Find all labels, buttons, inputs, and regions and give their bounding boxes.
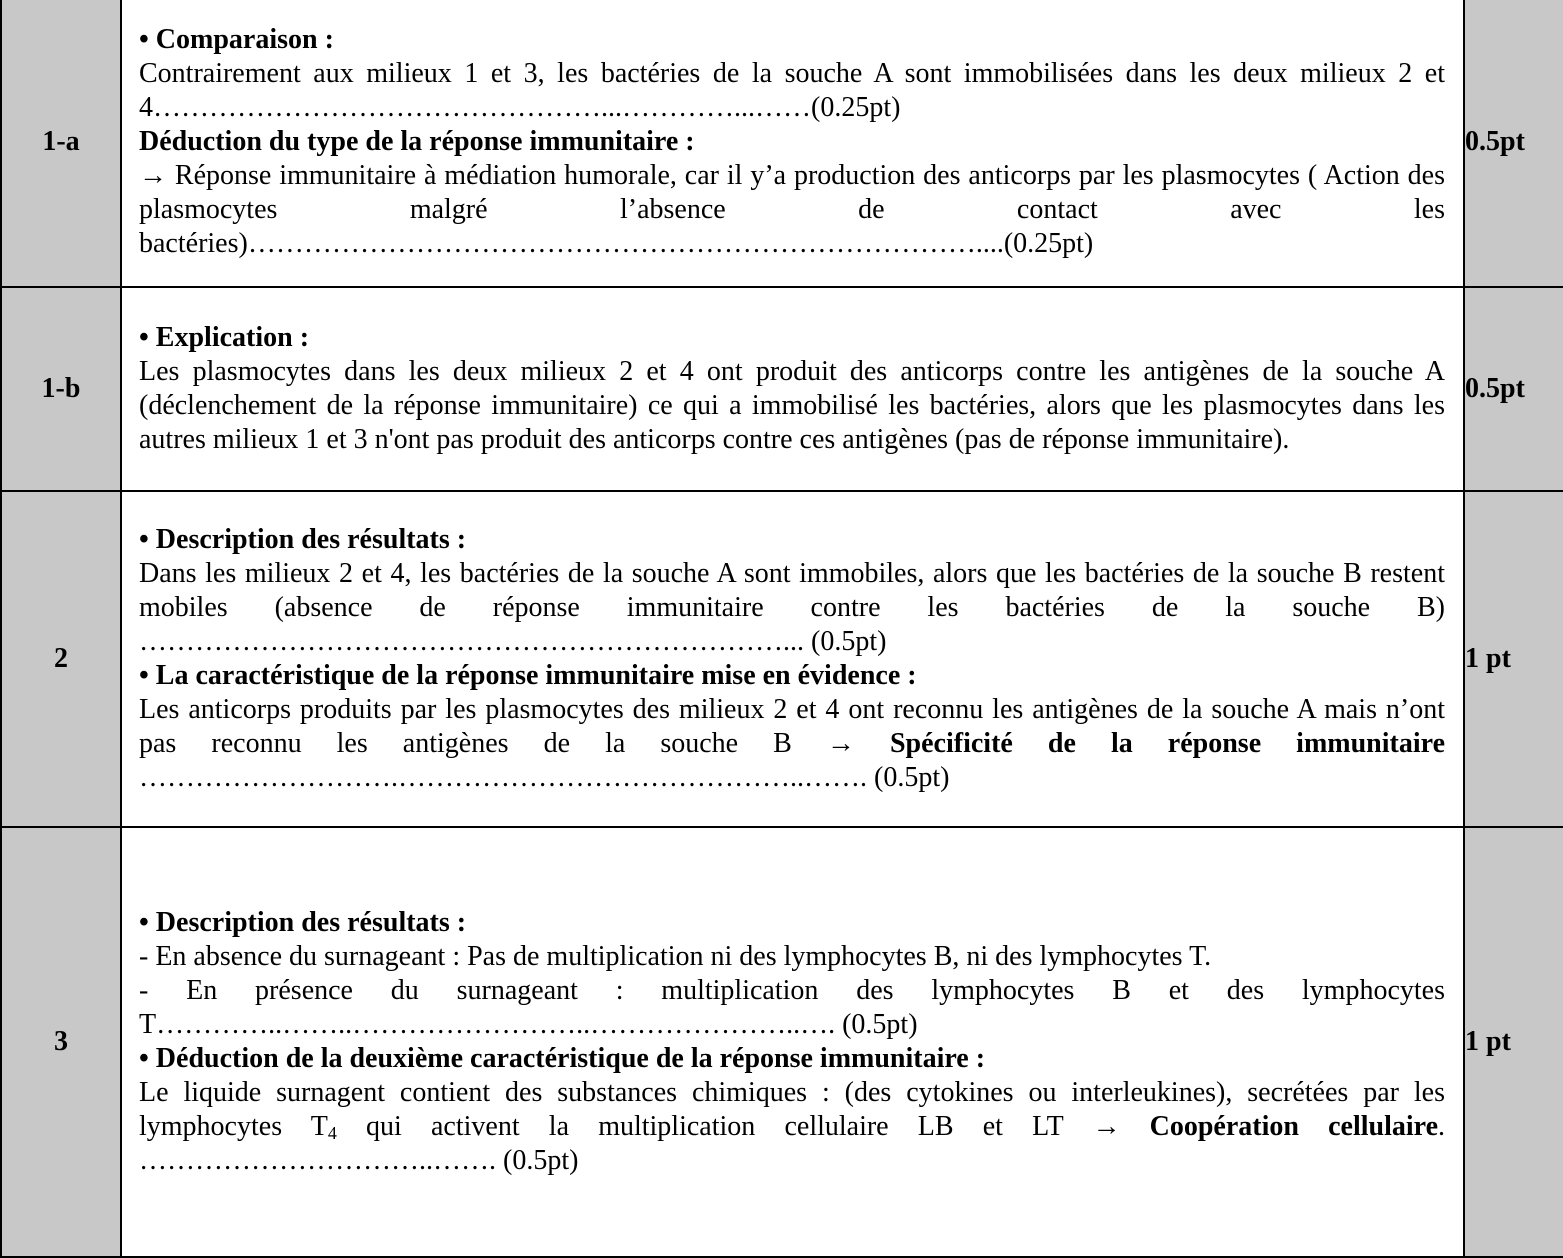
- answer-text: - En absence du surnageant : Pas de multiplication ni des lymphocytes B, ni des lymphocytes T.: [139, 941, 1212, 972]
- section-heading: Déduction du type de la réponse immunitaire :: [139, 126, 695, 157]
- arrow-icon: →: [139, 160, 167, 191]
- answer-text-body: Réponse immunitaire à médiation humorale, car il y’a production des anticorps par les plasmocytes ( Action des plasmocytes malgré l’absence de contact avec les bactéries)……………………………………………………………………....(0.25pt): [139, 160, 1445, 259]
- question-number: 3: [1, 827, 121, 1257]
- answer-text: - En présence du surnageant : multiplication des lymphocytes B et des lymphocytes T…………..……..……………………..…………………..…. (0.5pt): [139, 975, 1445, 1040]
- arrow-icon: →: [826, 728, 855, 759]
- points-value: 1 pt: [1465, 1026, 1511, 1057]
- points-cell: [1464, 287, 1563, 491]
- table-row: [1, 827, 1563, 1257]
- answer-text-tail: ……………………….……………………………………..……. (0.5pt): [139, 762, 950, 793]
- answer-text-body-2: qui activent la multiplication cellulaire LB et LT: [336, 1111, 1093, 1142]
- section-heading: • Explication :: [139, 322, 310, 353]
- section-heading: • Description des résultats :: [139, 524, 467, 555]
- arrow-icon: →: [1092, 1111, 1121, 1142]
- section-heading: • Description des résultats :: [139, 907, 467, 938]
- points-cell: [1464, 827, 1563, 1257]
- answer-text-body: Le liquide surnagent contient des substances chimiques : (des cytokines ou interleukines), secrétées par les lymphocytes T: [139, 1077, 1445, 1142]
- points-cell: [1464, 491, 1563, 827]
- answer-cell: [121, 287, 1464, 491]
- answer-text: [139, 693, 1445, 795]
- section-heading: • La caractéristique de la réponse immunitaire mise en évidence :: [139, 660, 917, 691]
- table-row: [1, 0, 1563, 287]
- subscript: 4: [327, 1123, 337, 1143]
- points-value: 1 pt: [1465, 643, 1511, 674]
- answer-cell: [121, 0, 1464, 287]
- answer-text: [139, 159, 1445, 261]
- answer-text: Dans les milieux 2 et 4, les bactéries de la souche A sont immobiles, alors que les bactéries de la souche B restent mobiles (absence de réponse immunitaire contre les bactéries de la souche B) ……………………………………………………………... (0.5pt): [139, 558, 1445, 657]
- answer-cell: [121, 827, 1464, 1257]
- section-heading: • Déduction de la deuxième caractéristique de la réponse immunitaire :: [139, 1043, 986, 1074]
- table-row: [1, 491, 1563, 827]
- points-value: 0.5pt: [1465, 126, 1525, 157]
- answer-cell: [121, 491, 1464, 827]
- question-number: 2: [1, 491, 121, 827]
- question-number: 1-b: [1, 287, 121, 491]
- answer-text: Les plasmocytes dans les deux milieux 2 et 4 ont produit des anticorps contre les antigènes de la souche A (déclenchement de la réponse immunitaire) ce qui a immobilisé les bactéries, alors que les plasmocytes dans les autres milieux 1 et 3 n'ont pas produit des anticorps contre ces antigènes (pas de réponse immunitaire).: [139, 356, 1445, 455]
- points-value: 0.5pt: [1465, 373, 1525, 404]
- answer-text: [139, 1076, 1445, 1178]
- question-number: 1-a: [1, 0, 121, 287]
- table-row: [1, 287, 1563, 491]
- answer-text-bold: Coopération cellulaire: [1120, 1111, 1439, 1142]
- answer-text-body: Les anticorps produits par les plasmocytes des milieux 2 et 4 ont reconnu les antigènes de la souche A mais n’ont pas reconnu les antigènes de la souche B: [139, 694, 1445, 759]
- answer-text: Contrairement aux milieux 1 et 3, les bactéries de la souche A sont immobilisées dans les deux milieux 2 et 4…………………………………………...…………...……(0.25pt): [139, 58, 1445, 123]
- section-heading: • Comparaison :: [139, 24, 334, 55]
- points-cell: [1464, 0, 1563, 287]
- answer-text-bold: Spécificité de la réponse immunitaire: [854, 728, 1445, 759]
- answer-text-tail: . …………………………..……. (0.5pt): [139, 1111, 1446, 1176]
